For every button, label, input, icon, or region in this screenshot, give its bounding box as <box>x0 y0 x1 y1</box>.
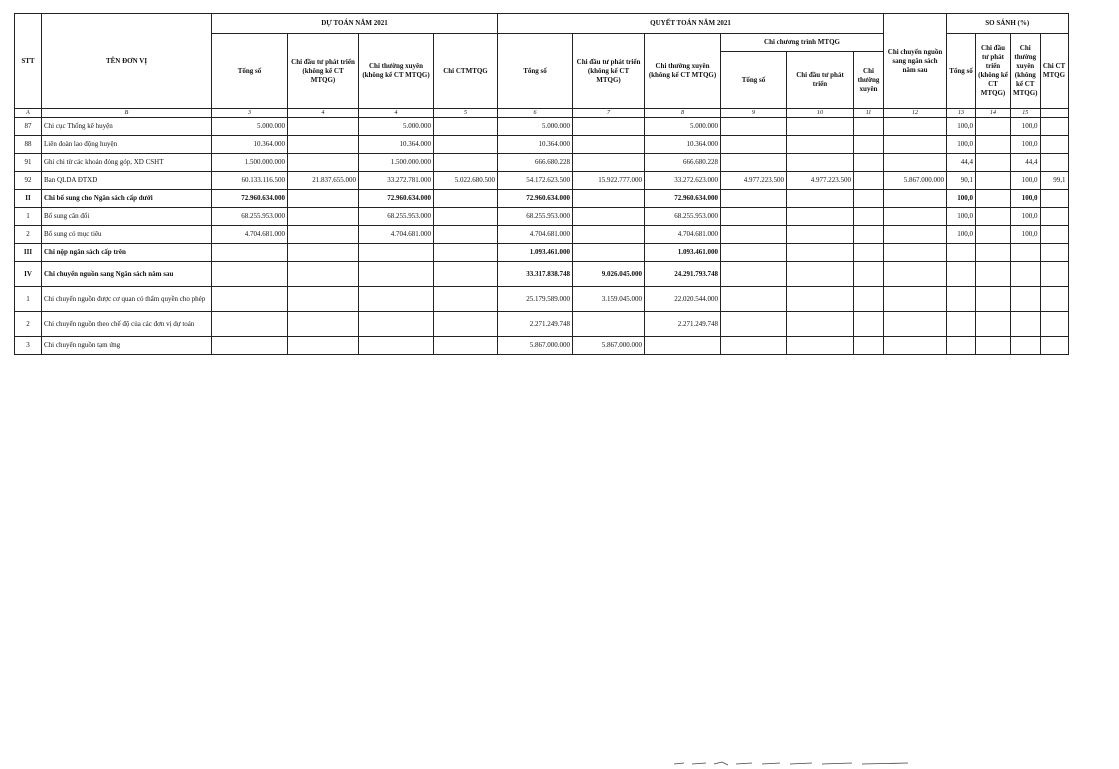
header-ss-chi-dtpt: Chi đầu tư phát triển (không kể CT MTQG) <box>976 34 1011 109</box>
cell-c3 <box>212 337 288 355</box>
cell-c4 <box>288 312 359 337</box>
row-stt: 87 <box>15 118 42 136</box>
column-index-cell: 12 <box>884 109 947 118</box>
cell-c13 <box>884 262 947 287</box>
cell-c12 <box>854 226 884 244</box>
cell-c5: 5.000.000 <box>359 118 434 136</box>
cell-c10 <box>721 244 787 262</box>
cell-c8 <box>573 244 645 262</box>
cell-c6 <box>434 208 498 226</box>
cell-c5: 4.704.681.000 <box>359 226 434 244</box>
cell-c12 <box>854 337 884 355</box>
cell-c4 <box>288 337 359 355</box>
header-dt-chi-tx: Chi thường xuyên (không kể CT MTQG) <box>359 34 434 109</box>
cell-c14: 90,1 <box>947 172 976 190</box>
cell-c6 <box>434 287 498 312</box>
cell-c9: 666.680.228 <box>645 154 721 172</box>
cell-c16 <box>1011 287 1041 312</box>
cell-c10 <box>721 118 787 136</box>
cell-c17 <box>1040 337 1068 355</box>
table-row <box>15 287 1069 312</box>
row-unit-name: Ban QLDA ĐTXD <box>42 172 212 190</box>
cell-c13 <box>884 208 947 226</box>
table-row <box>15 172 1069 190</box>
cell-c11 <box>787 262 854 287</box>
cell-c3: 4.704.681.000 <box>212 226 288 244</box>
cell-c10 <box>721 208 787 226</box>
cell-c4 <box>288 287 359 312</box>
header-ss-chi-ctmtqg: Chi CT MTQG <box>1040 34 1068 109</box>
cell-c3 <box>212 262 288 287</box>
column-index-cell: 15 <box>1011 109 1041 118</box>
table-row <box>15 244 1069 262</box>
cell-c12 <box>854 118 884 136</box>
cell-c13 <box>884 226 947 244</box>
cell-c12 <box>854 262 884 287</box>
cell-c3: 72.960.634.000 <box>212 190 288 208</box>
cell-c15 <box>976 312 1011 337</box>
cell-c5 <box>359 262 434 287</box>
cell-c9: 72.960.634.000 <box>645 190 721 208</box>
cell-c16 <box>1011 262 1041 287</box>
cell-c4 <box>288 118 359 136</box>
row-stt: 88 <box>15 136 42 154</box>
cell-c10 <box>721 337 787 355</box>
cell-c14: 100,0 <box>947 226 976 244</box>
cell-c16 <box>1011 337 1041 355</box>
cell-c12 <box>854 190 884 208</box>
cell-c14: 100,0 <box>947 208 976 226</box>
cell-c7: 72.960.634.000 <box>498 190 573 208</box>
row-unit-name: Chi chuyển nguồn tạm ứng <box>42 337 212 355</box>
cell-c11 <box>787 244 854 262</box>
cell-c13: 5.867.000.000 <box>884 172 947 190</box>
column-index-cell: 10 <box>787 109 854 118</box>
row-stt: 3 <box>15 337 42 355</box>
cell-c14 <box>947 244 976 262</box>
cell-c9: 22.020.544.000 <box>645 287 721 312</box>
cell-c8 <box>573 118 645 136</box>
cell-c9: 2.271.249.748 <box>645 312 721 337</box>
header-dt-chi-dtpt: Chi đầu tư phát triển (không kể CT MTQG) <box>288 34 359 109</box>
cell-c8: 5.867.000.000 <box>573 337 645 355</box>
row-unit-name: Chi chuyển nguồn theo chế độ của các đơn vị dự toán <box>42 312 212 337</box>
cell-c3 <box>212 244 288 262</box>
cell-c17 <box>1040 312 1068 337</box>
cell-c8 <box>573 154 645 172</box>
header-du-toan: DỰ TOÁN NĂM 2021 <box>212 14 498 34</box>
column-index-cell: A <box>15 109 42 118</box>
row-unit-name: Bổ sung có mục tiêu <box>42 226 212 244</box>
cell-c10 <box>721 154 787 172</box>
table-row <box>15 262 1069 287</box>
cell-c5: 1.500.000.000 <box>359 154 434 172</box>
cell-c6 <box>434 312 498 337</box>
table-row <box>15 337 1069 355</box>
cell-c15 <box>976 208 1011 226</box>
row-unit-name: Ghi chi từ các khoản đóng góp, XD CSHT <box>42 154 212 172</box>
cell-c10 <box>721 287 787 312</box>
column-index-cell: 7 <box>573 109 645 118</box>
cell-c17: 99,1 <box>1040 172 1068 190</box>
cell-c9 <box>645 337 721 355</box>
cell-c12 <box>854 244 884 262</box>
cell-c14 <box>947 312 976 337</box>
cell-c9: 24.291.793.748 <box>645 262 721 287</box>
cell-c10: 4.977.223.500 <box>721 172 787 190</box>
cell-c11 <box>787 118 854 136</box>
cell-c10 <box>721 190 787 208</box>
cell-c8 <box>573 136 645 154</box>
cell-c11 <box>787 287 854 312</box>
row-unit-name: Chi bổ sung cho Ngân sách cấp dưới <box>42 190 212 208</box>
row-unit-name: Chi nộp ngân sách cấp trên <box>42 244 212 262</box>
cell-c13 <box>884 136 947 154</box>
cell-c3: 5.000.000 <box>212 118 288 136</box>
cell-c9: 68.255.953.000 <box>645 208 721 226</box>
cell-c7: 54.172.623.500 <box>498 172 573 190</box>
header-stt: STT <box>15 14 42 109</box>
cell-c4 <box>288 190 359 208</box>
row-stt: 1 <box>15 287 42 312</box>
column-index-cell: 4 <box>288 109 359 118</box>
cell-c17 <box>1040 226 1068 244</box>
cell-c7: 5.000.000 <box>498 118 573 136</box>
cell-c4 <box>288 136 359 154</box>
cell-c6 <box>434 136 498 154</box>
budget-settlement-table <box>14 13 1069 355</box>
table-row <box>15 136 1069 154</box>
header-ss-chi-tx: Chi thường xuyên (không kể CT MTQG) <box>1011 34 1041 109</box>
cell-c14 <box>947 262 976 287</box>
cell-c14: 44,4 <box>947 154 976 172</box>
row-unit-name: Liên đoàn lao động huyện <box>42 136 212 154</box>
header-quyet-toan: QUYẾT TOÁN NĂM 2021 <box>498 14 884 34</box>
cell-c6 <box>434 154 498 172</box>
cell-c6 <box>434 118 498 136</box>
cell-c5 <box>359 337 434 355</box>
header-qt-tong-so: Tổng số <box>498 34 573 109</box>
column-index-cell: 6 <box>498 109 573 118</box>
cell-c15 <box>976 262 1011 287</box>
column-index-cell: 8 <box>645 109 721 118</box>
cell-c15 <box>976 244 1011 262</box>
column-index-row <box>15 109 1069 118</box>
cell-c17 <box>1040 154 1068 172</box>
cell-c7: 4.704.681.000 <box>498 226 573 244</box>
cell-c5: 72.960.634.000 <box>359 190 434 208</box>
table-row <box>15 208 1069 226</box>
column-index-cell: 13 <box>947 109 976 118</box>
header-dt-tong-so: Tổng số <box>212 34 288 109</box>
cell-c6: 5.022.680.500 <box>434 172 498 190</box>
column-index-cell: 9 <box>721 109 787 118</box>
row-stt: 1 <box>15 208 42 226</box>
cell-c11 <box>787 312 854 337</box>
table-row <box>15 226 1069 244</box>
table-row <box>15 118 1069 136</box>
cell-c6 <box>434 226 498 244</box>
header-ss-tong-so: Tổng số <box>947 34 976 109</box>
cell-c17 <box>1040 244 1068 262</box>
row-stt: 2 <box>15 312 42 337</box>
row-unit-name: Chi cục Thống kê huyện <box>42 118 212 136</box>
cell-c5 <box>359 244 434 262</box>
row-stt: II <box>15 190 42 208</box>
cell-c3: 10.364.000 <box>212 136 288 154</box>
cell-c9: 33.272.623.000 <box>645 172 721 190</box>
cell-c7: 68.255.953.000 <box>498 208 573 226</box>
header-mt-chi-tx: Chi thường xuyên <box>854 52 884 109</box>
table-row <box>15 154 1069 172</box>
cell-c17 <box>1040 118 1068 136</box>
cell-c6 <box>434 244 498 262</box>
cell-c7: 1.093.461.000 <box>498 244 573 262</box>
cell-c14 <box>947 337 976 355</box>
cell-c6 <box>434 262 498 287</box>
cell-c12 <box>854 172 884 190</box>
cell-c11 <box>787 190 854 208</box>
column-index-cell: 3 <box>212 109 288 118</box>
cell-c13 <box>884 312 947 337</box>
column-index-cell: 5 <box>434 109 498 118</box>
cell-c9: 1.093.461.000 <box>645 244 721 262</box>
cell-c5 <box>359 312 434 337</box>
column-index-cell <box>1040 109 1068 118</box>
cell-c14: 100,0 <box>947 136 976 154</box>
cell-c7: 10.364.000 <box>498 136 573 154</box>
cell-c16: 100,0 <box>1011 208 1041 226</box>
cell-c10 <box>721 226 787 244</box>
header-chi-chuong-trinh-mtqg: Chi chương trình MTQG <box>721 34 884 52</box>
row-stt: 92 <box>15 172 42 190</box>
column-index-cell: 4 <box>359 109 434 118</box>
cell-c17 <box>1040 136 1068 154</box>
cell-c15 <box>976 226 1011 244</box>
header-qt-chi-dtpt: Chi đầu tư phát triển (không kể CT MTQG) <box>573 34 645 109</box>
cell-c17 <box>1040 287 1068 312</box>
cell-c14: 100,0 <box>947 118 976 136</box>
cell-c13 <box>884 190 947 208</box>
cell-c12 <box>854 312 884 337</box>
cell-c15 <box>976 172 1011 190</box>
cell-c9: 5.000.000 <box>645 118 721 136</box>
cell-c4 <box>288 262 359 287</box>
cell-c11 <box>787 337 854 355</box>
cell-c11 <box>787 226 854 244</box>
cell-c14 <box>947 287 976 312</box>
row-stt: 2 <box>15 226 42 244</box>
row-stt: III <box>15 244 42 262</box>
cell-c4 <box>288 208 359 226</box>
cell-c17 <box>1040 262 1068 287</box>
cell-c10 <box>721 136 787 154</box>
cell-c5: 10.364.000 <box>359 136 434 154</box>
cell-c10 <box>721 312 787 337</box>
column-index-cell: B <box>42 109 212 118</box>
cell-c12 <box>854 154 884 172</box>
cell-c15 <box>976 190 1011 208</box>
row-unit-name: Bổ sung cân đối <box>42 208 212 226</box>
header-qt-chi-tx: Chi thường xuyên (không kể CT MTQG) <box>645 34 721 109</box>
cell-c7: 5.867.000.000 <box>498 337 573 355</box>
column-index-cell: 11 <box>854 109 884 118</box>
cell-c17 <box>1040 208 1068 226</box>
cell-c8 <box>573 226 645 244</box>
cell-c4: 21.837.655.000 <box>288 172 359 190</box>
cell-c13 <box>884 244 947 262</box>
cell-c8 <box>573 190 645 208</box>
header-ten-don-vi: TÊN ĐƠN VỊ <box>42 14 212 109</box>
cell-c7: 33.317.838.748 <box>498 262 573 287</box>
cell-c3: 60.133.116.500 <box>212 172 288 190</box>
row-stt: 91 <box>15 154 42 172</box>
cell-c10 <box>721 262 787 287</box>
cell-c8: 9.026.045.000 <box>573 262 645 287</box>
cell-c8: 3.159.045.000 <box>573 287 645 312</box>
cell-c16: 100,0 <box>1011 118 1041 136</box>
cell-c15 <box>976 287 1011 312</box>
cell-c8 <box>573 312 645 337</box>
cell-c13 <box>884 154 947 172</box>
cell-c5: 68.255.953.000 <box>359 208 434 226</box>
cell-c5 <box>359 287 434 312</box>
cell-c16: 44,4 <box>1011 154 1041 172</box>
cell-c12 <box>854 208 884 226</box>
cell-c9: 4.704.681.000 <box>645 226 721 244</box>
cell-c6 <box>434 190 498 208</box>
header-mt-chi-dtpt: Chi đầu tư phát triển <box>787 52 854 109</box>
cell-c12 <box>854 287 884 312</box>
cell-c3: 68.255.953.000 <box>212 208 288 226</box>
cell-c13 <box>884 118 947 136</box>
cell-c3 <box>212 287 288 312</box>
row-unit-name: Chi chuyển nguồn được cơ quan có thẩm quyền cho phép <box>42 287 212 312</box>
cell-c4 <box>288 226 359 244</box>
cell-c16: 100,0 <box>1011 226 1041 244</box>
cell-c4 <box>288 244 359 262</box>
header-chi-chuyen-nguon: Chi chuyển nguồn sang ngân sách năm sau <box>884 14 947 109</box>
cell-c5: 33.272.781.000 <box>359 172 434 190</box>
table-row <box>15 312 1069 337</box>
row-unit-name: Chi chuyển nguồn sang Ngân sách năm sau <box>42 262 212 287</box>
cell-c11: 4.977.223.500 <box>787 172 854 190</box>
cell-c3: 1.500.000.000 <box>212 154 288 172</box>
cell-c15 <box>976 136 1011 154</box>
header-mt-tong-so: Tổng số <box>721 52 787 109</box>
cell-c8: 15.922.777.000 <box>573 172 645 190</box>
footer-scan-artifact <box>672 760 912 766</box>
cell-c15 <box>976 154 1011 172</box>
cell-c15 <box>976 337 1011 355</box>
cell-c16 <box>1011 244 1041 262</box>
cell-c14: 100,0 <box>947 190 976 208</box>
cell-c7: 25.179.589.000 <box>498 287 573 312</box>
row-stt: IV <box>15 262 42 287</box>
cell-c4 <box>288 154 359 172</box>
cell-c9: 10.364.000 <box>645 136 721 154</box>
cell-c12 <box>854 136 884 154</box>
table-body <box>15 109 1069 355</box>
column-index-cell: 14 <box>976 109 1011 118</box>
cell-c16: 100,0 <box>1011 190 1041 208</box>
cell-c16: 100,0 <box>1011 136 1041 154</box>
cell-c11 <box>787 154 854 172</box>
cell-c13 <box>884 337 947 355</box>
cell-c16: 100,0 <box>1011 172 1041 190</box>
header-so-sanh: SO SÁNH (%) <box>947 14 1069 34</box>
cell-c11 <box>787 208 854 226</box>
cell-c8 <box>573 208 645 226</box>
cell-c7: 666.680.228 <box>498 154 573 172</box>
cell-c11 <box>787 136 854 154</box>
cell-c13 <box>884 287 947 312</box>
header-dt-chi-ctmtqg: Chi CTMTQG <box>434 34 498 109</box>
cell-c7: 2.271.249.748 <box>498 312 573 337</box>
cell-c6 <box>434 337 498 355</box>
cell-c17 <box>1040 190 1068 208</box>
table-row <box>15 190 1069 208</box>
cell-c3 <box>212 312 288 337</box>
cell-c15 <box>976 118 1011 136</box>
cell-c16 <box>1011 312 1041 337</box>
